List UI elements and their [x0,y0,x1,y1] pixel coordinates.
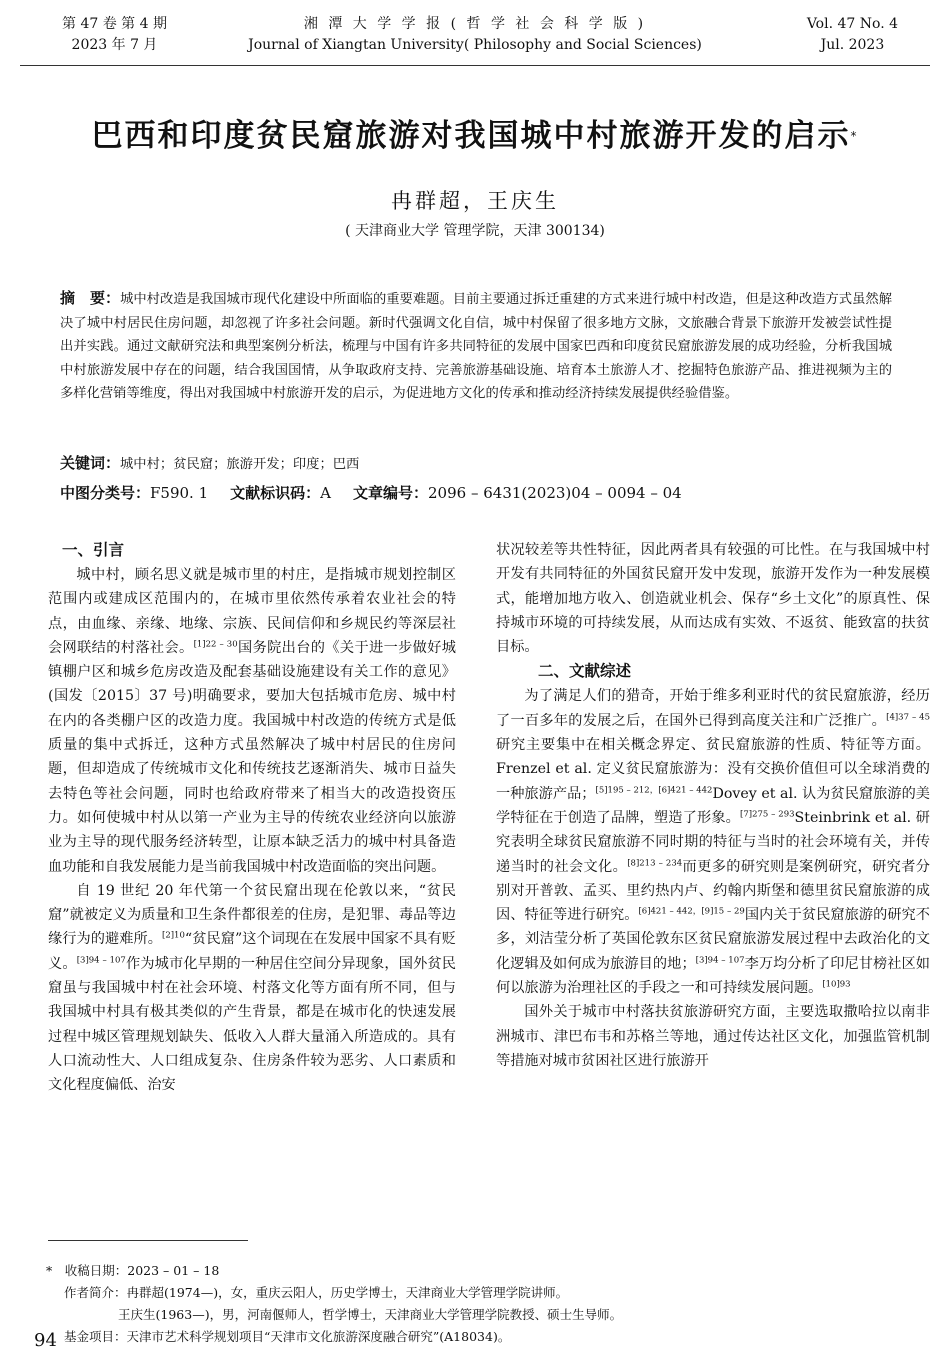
footnote-divider [48,1240,248,1241]
paragraph: 为了满足人们的猎奇，开始于维多利亚时代的贫民窟旅游，经历了一百多年的发展之后，在国外已得到高度关注和广泛推广。$^{[4]37 - 45}$研究主要集中在相关概念界定、贫民窟旅游的性质、特征等方面。Frenzel et al. 定义贫民窟旅游为：没有交换价值但可以全球消费的一种旅游产品；$^{[5]195 - 212,[6]421 - 442}$Dovey et al. 认为贫民窟旅游的美学特征在于创造了品牌，塑造了形象。$^{[7]275 - 293}$Steinbrink et al. 研究表明全球贫民窟旅游不同时期的特征与当时的社会环境有关，并传递当时的社会文化。$^{[8]213 - 234}$而更多的研究则是案例研究，研究者分别对开普敦、孟买、里约热内卢、约翰内斯堡和德里贫民窟旅游的成因、特征等进行研究。$^{[6]421 - 442,[9]15 - 29}$国内关于贫民窟旅游的研究不多，刘洁莹分析了英国伦敦东区贫民窟旅游发展过程中去政治化的文化逻辑及如何成为旅游目的地；$^{[3]94 - 107}$李万均分析了印尼甘榜社区如何以旅游为治理社区的手段之一和可持续发展问题。$^{[10]93}$ [496,688,930,997]
abstract-label: 摘 要： [60,289,121,307]
abstract [60,287,892,406]
citation: [3]94 – 107 [76,955,126,966]
doc-code-label: 文献标识码： [230,484,321,502]
header-journal [230,14,720,56]
citation: [8]213 – 234 [627,857,683,868]
keywords [60,452,359,473]
citation: [6]421 – 442，[9]15 – 29 [638,906,745,917]
body-column-right [496,538,930,1073]
article-affiliation: ( 天津商业大学 管理学院，天津 300134) [345,223,605,239]
footnote-fund: 基金项目：天津市艺术科学规划项目“天津市文化旅游深度融合研究”(A18034)。 [64,1329,511,1344]
title-text: 巴西和印度贫民窟旅游对我国城中村旅游开发的启示 [91,118,851,154]
citation: [3]94 – 107 [695,955,745,966]
article-title [0,112,950,160]
clc-label: 中图分类号： [60,484,151,502]
classification-line [60,482,682,503]
clc-value: F590. 1 [150,484,209,502]
citation: [1]22 – 30 [193,639,238,650]
header-volume [62,14,167,56]
doc-code-value: A [320,484,331,502]
footnote-author-1: 作者简介：冉群超(1974—)，女，重庆云阳人，历史学博士，天津商业大学管理学院讲师。 [64,1285,569,1300]
footnote-author-2: 王庆生(1963—)，男，河南偃师人，哲学博士，天津商业大学管理学院教授、硕士生导师。 [118,1307,623,1322]
keywords-text: 城中村；贫民窟；旅游开发；印度；巴西 [120,457,360,472]
citation: [4]37 – 45 [886,712,930,723]
paragraph: 城中村，顾名思义就是城市里的村庄，是指城市规划控制区范围内或建成区范围内的，在城市里依然传承着农业社会的特点，由血缘、亲缘、地缘、宗族、民间信仰和乡规民约等深层社会网联结的村落社会。$^{[1]22 - 30}$国务院出台的《关于进一步做好城镇棚户区和城乡危房改造及配套基础设施建设有关工作的意见》(国发〔2015〕37 号)明确要求，要加大包括城市危房、城中村在内的各类棚户区的改造力度。我国城中村改造的传统方式是低质量的集中式拆迁，这种方式虽然解决了城中村居民的住房问题，但却造成了传统城市文化和传统技艺逐渐消失、城市日益失去特色等社会问题，同时也给政府带来了相当大的改造投资压力。如何使城中村从以第一产业为主导的传统农业经济向以旅游业为主导的现代服务经济转型，让原本缺乏活力的城中村具备造血功能和自我发展能力是当前我国城中村改造面临的突出问题。 [48,567,456,875]
header-volume-en-block [807,14,898,56]
header-volume-en: Vol. 47 No. 4 [806,16,898,32]
header-date-cn: 2023 年 7 月 [71,37,158,53]
page-number: 94 [34,1330,57,1351]
section-heading-intro: 一、引言 [62,541,125,559]
citation: [7]275 – 293 [740,809,795,820]
paragraph: 状况较差等共性特征，因此两者具有较强的可比性。在与我国城中村开发有共同特征的外国贫民窟开发中发现，旅游开发作为一种发展模式，能增加地方收入、创造就业机会、保存“乡土文化”的原真性、保持城市环境的可持续发展，从而达成有实效、不返贫、能致富的扶贫目标。 [496,542,930,656]
article-number-label: 文章编号： [353,484,429,502]
abstract-text: 城中村改造是我国城市现代化建设中所面临的重要难题。目前主要通过拆迁重建的方式来进行城中村改造，但是这种改造方式虽然解决了城中村居民住房问题，却忽视了许多社会问题。新时代强调文化自信，城中村保留了很多地方文脉，文旅融合背景下旅游开发被尝试性提出并实践。通过文献研究法和典型案例分析法，梳理与中国有许多共同特征的发展中国家巴西和印度贫民窟旅游发展的成功经验，分析我国城中村旅游发展中存在的问题，结合我国国情，从争取政府支持、完善旅游基础设施、培育本土旅游人才、挖掘特色旅游产品、推进视频为主的多样化营销等维度，得出对我国城中村旅游开发的启示，为促进地方文化的传承和推动经济持续发展提供经验借鉴。 [60,292,892,401]
citation: [2]10 [162,930,185,941]
citation: [10]93 [822,979,851,990]
citation: [5]195 – 212，[6]421 – 442 [595,784,713,795]
title-footnote-mark: * [850,129,859,143]
article-number-value: 2096 – 6431(2023)04 – 0094 – 04 [428,484,682,502]
keywords-label: 关键词： [60,454,121,472]
body-column-left [48,538,456,1098]
header-journal-en: Journal of Xiangtan University( Philosophy and Social Sciences) [248,37,702,53]
header-volume-cn: 第 47 卷 第 4 期 [62,16,167,32]
paragraph: 自 19 世纪 20 年代第一个贫民窟出现在伦敦以来，“贫民窟”就被定义为质量和卫生条件都很差的住房，是犯罪、毒品等边缘行为的避难所。$^{[2]10}$“贫民窟”这个词现在在发展中国家不具有贬义。$^{[3]94 - 107}$作为城市化早期的一种居住空间分异现象，国外贫民窟虽与我国城中村在社会环境、村落文化等方面有所不同，但与我国城中村具有极其类似的产生背景，都是在城市化的快速发展过程中城区管理规划缺失、低收入人群大量涌入所造成的。具有人口流动性大、人口组成复杂、住房条件较为恶劣、人口素质和文化程度偏低、治安 [48,882,456,1094]
article-authors: 冉群超，王庆生 [391,189,559,213]
footnote-received: * 收稿日期：2023 – 01 – 18 [46,1263,220,1278]
paragraph: 国外关于城市中村落扶贫旅游研究方面，主要选取撒哈拉以南非洲城市、津巴布韦和苏格兰等地，通过传达社区文化，加强监管机制等措施对城市贫困社区进行旅游开 [496,1004,930,1069]
header-date-en: Jul. 2023 [820,37,885,53]
header-journal-cn: 湘 潭 大 学 学 报 ( 哲 学 社 会 科 学 版 ) [303,16,647,32]
header-divider [20,65,930,66]
footnotes [46,1260,906,1348]
section-heading-literature: 二、文献综述 [538,662,632,681]
